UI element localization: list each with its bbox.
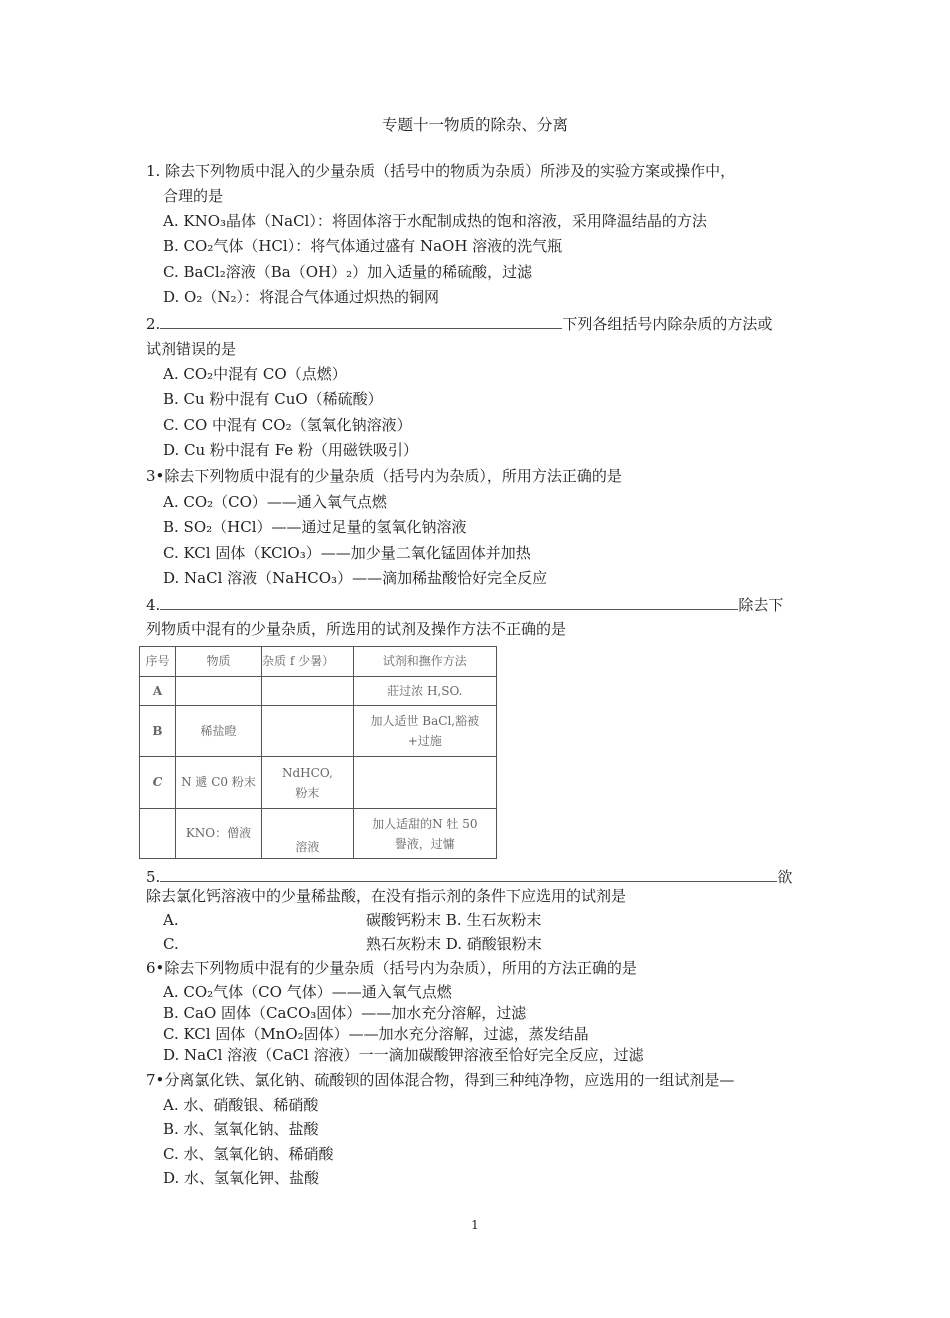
table-header-row (140, 647, 497, 677)
table-cell: A (140, 677, 176, 706)
q2-answer-blank[interactable] (160, 313, 562, 329)
q1-option-d: D. O₂（N₂）：将混合气体通过炽热的铜网 (163, 288, 439, 306)
q7-option-a: A. 水、硝酸银、稀硝酸 (163, 1096, 319, 1114)
q1-stem: 1. 除去下列物质中混入的少量杂质（括号中的物质为杂质）所涉及的实验方案或操作中， (146, 162, 736, 180)
table-row (140, 706, 497, 757)
q2-option-c: C. CO 中混有 CO₂（氢氧化钠溶液） (163, 416, 412, 434)
table-cell: 稀盐瞪 (176, 706, 262, 757)
table-cell: 莊过浓 H,SO. (353, 677, 496, 706)
table-header-cell: 试剂和撫作方法 (353, 647, 496, 677)
q3-option-d: D. NaCl 溶液（NaHCO₃）——滴加稀盐酸恰好完全反应 (163, 569, 548, 587)
table-cell: NdHCO,粉末 (262, 757, 354, 809)
q6-stem: 6•除去下列物质中混有的少量杂质（括号内为杂质），所用的方法正确的是 (146, 959, 637, 977)
q6-option-c: C. KCl 固体（MnO₂固体）——加水充分溶解，过滤，蒸发结晶 (163, 1025, 589, 1043)
q2-number: 2. (146, 315, 161, 333)
table-cell: 溶液 (262, 809, 354, 859)
table-cell: C (140, 757, 176, 809)
table-cell: 加人适甜的N 牡 50 譽液，过慵 (353, 809, 496, 859)
q5-number: 5. (146, 868, 161, 886)
table-cell (262, 677, 354, 706)
q2-stem-cont: 试剂错误的是 (146, 340, 237, 358)
q5-option-cd: 熟石灰粉末 D. 硝酸银粉末 (366, 935, 542, 953)
table-cell: KNO：僧液 (176, 809, 262, 859)
q7-option-d: D. 水、氢氧化钾、盐酸 (163, 1169, 320, 1187)
q2-stem-tail: 下列各组括号内除杂质的方法或 (562, 315, 773, 333)
q5-option-c-label: C. (163, 935, 179, 953)
table-row (140, 677, 497, 706)
q5-stem (146, 866, 792, 887)
document-title: 专题十一物质的除杂、分离 (381, 116, 568, 134)
table-cell (353, 757, 496, 809)
q6-option-d: D. NaCl 溶液（CaCl 溶液）一一滴加碳酸钾溶液至恰好完全反应，过滤 (163, 1046, 644, 1064)
q3-option-a: A. CO₂（CO）——通入氧气点燃 (163, 493, 387, 511)
q4-stem-cont: 列物质中混有的少量杂质，所选用的试剂及操作方法不正确的是 (146, 620, 567, 638)
q4-table (139, 646, 497, 859)
table-header-cell: 序号 (140, 647, 176, 677)
q2-option-b: B. Cu 粉中混有 CuO（稀硫酸） (163, 390, 383, 408)
q1-option-b: B. CO₂气体（HCl）：将气体通过盛有 NaOH 溶液的洗气瓶 (163, 237, 563, 255)
table-cell (262, 706, 354, 757)
q7-option-c: C. 水、氢氧化钠、稀硝酸 (163, 1145, 334, 1163)
q4-number: 4. (146, 596, 161, 614)
q6-option-a: A. CO₂气体（CO 气体）——通入氧气点燃 (163, 983, 452, 1001)
q3-option-c: C. KCl 固体（KClO₃）——加少量二氧化锰固体并加热 (163, 544, 531, 562)
table-cell: N 遞 C0 粉末 (176, 757, 262, 809)
q1-stem-cont: 合理的是 (163, 187, 224, 205)
table-row (140, 757, 497, 809)
table-cell: 加人适世 BaCl,豁被+过施 (353, 706, 496, 757)
q3-option-b: B. SO₂（HCl）——通过足量的氢氧化钠溶液 (163, 518, 467, 536)
q4-stem (146, 594, 783, 615)
table-header-cell: 杂质 f 少暑） (262, 647, 354, 677)
q5-stem-tail: 欲 (777, 868, 793, 886)
q2-option-d: D. Cu 粉中混有 Fe 粉（用磁铁吸引） (163, 441, 418, 459)
q7-option-b: B. 水、氢氧化钠、盐酸 (163, 1120, 319, 1138)
page-number: 1 (471, 1218, 479, 1232)
q3-stem: 3•除去下列物质中混有的少量杂质（括号内为杂质），所用方法正确的是 (146, 467, 622, 485)
q5-option-ab: 碳酸钙粉末 B. 生石灰粉末 (366, 911, 542, 929)
q4-stem-tail: 除去下 (738, 596, 784, 614)
q2-stem (146, 313, 772, 334)
table-row (140, 809, 497, 859)
q1-option-c: C. BaCl₂溶液（Ba（OH）₂）加入适量的稀硫酸，过滤 (163, 263, 533, 281)
q1-option-a: A. KNO₃晶体（NaCl）：将固体溶于水配制成热的饱和溶液，采用降温结晶的方法 (163, 212, 707, 230)
q6-option-b: B. CaO 固体（CaCO₃固体）——加水充分溶解，过滤 (163, 1004, 527, 1022)
q5-stem-cont: 除去氯化钙溶液中的少量稀盐酸，在没有指示剂的条件下应选用的试剂是 (146, 887, 627, 905)
table-cell (176, 677, 262, 706)
q7-stem: 7•分离氯化铁、氯化钠、硫酸钡的固体混合物，得到三种纯净物，应选用的一组试剂是— (146, 1071, 735, 1089)
q5-option-a-label: A. (163, 911, 179, 929)
q5-answer-blank[interactable] (160, 866, 777, 882)
q2-option-a: A. CO₂中混有 CO（点燃） (163, 365, 347, 383)
table-cell: B (140, 706, 176, 757)
table-header-cell: 物质 (176, 647, 262, 677)
table-cell (140, 809, 176, 859)
q4-answer-blank[interactable] (160, 594, 738, 610)
